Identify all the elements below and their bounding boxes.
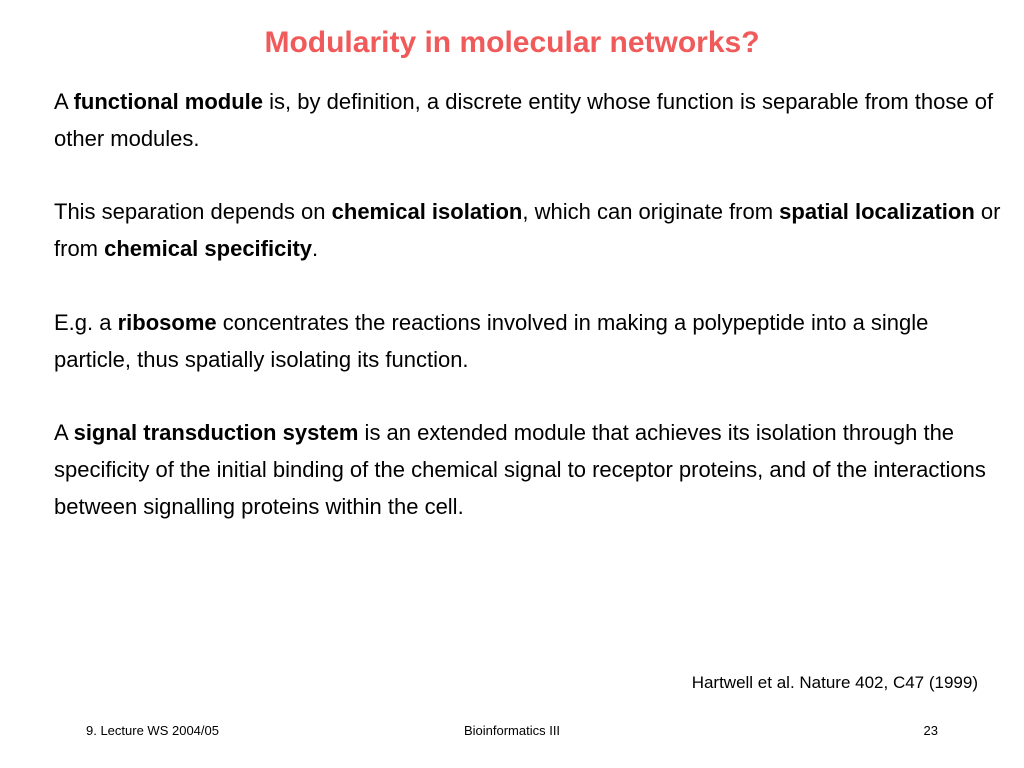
bold-term-functional-module: functional module xyxy=(73,89,264,114)
text-run: is an extended module that achieves its isolation through the specificity of the initial binding of the chemical signal to receptor proteins, and of the interactions between signalling proteins within the cell. xyxy=(54,420,986,519)
bold-term-chemical-specificity: chemical specificity xyxy=(104,236,313,262)
footer-lecture: 9. Lecture WS 2004/05 xyxy=(86,723,219,738)
slide-body xyxy=(54,84,1004,562)
paragraph-signal-transduction xyxy=(54,415,1004,525)
bold-term-chemical-isolation: chemical isolation xyxy=(331,199,523,225)
bold-term-spatial-localization: spatial localization xyxy=(779,199,975,225)
bold-term-signal-transduction-system: signal transduction system xyxy=(73,420,359,446)
text-run: A xyxy=(54,89,74,114)
footer-course: Bioinformatics III xyxy=(463,723,561,738)
paragraph-functional-module xyxy=(54,84,1004,158)
paragraph-chemical-isolation xyxy=(54,194,1004,268)
footer-page-number: 23 xyxy=(923,723,938,738)
text-run: is, by definition, a discrete entity whose function is separable from those of other modules. xyxy=(54,89,994,151)
text-run: or from xyxy=(54,199,1001,262)
text-run: concentrates the reactions involved in making a polypeptide into a single particle, thus spatially isolating its function. xyxy=(54,309,929,372)
text-run: This separation depends on xyxy=(54,199,332,225)
text-run: A xyxy=(54,420,74,446)
text-run: E.g. a xyxy=(54,309,118,335)
text-run: , which can originate from xyxy=(522,199,780,225)
citation: Hartwell et al. Nature 402, C47 (1999) xyxy=(691,673,978,692)
paragraph-ribosome xyxy=(54,305,1004,379)
text-run: . xyxy=(312,236,319,262)
slide-title: Modularity in molecular networks? xyxy=(264,26,760,59)
bold-term-ribosome: ribosome xyxy=(117,309,217,335)
